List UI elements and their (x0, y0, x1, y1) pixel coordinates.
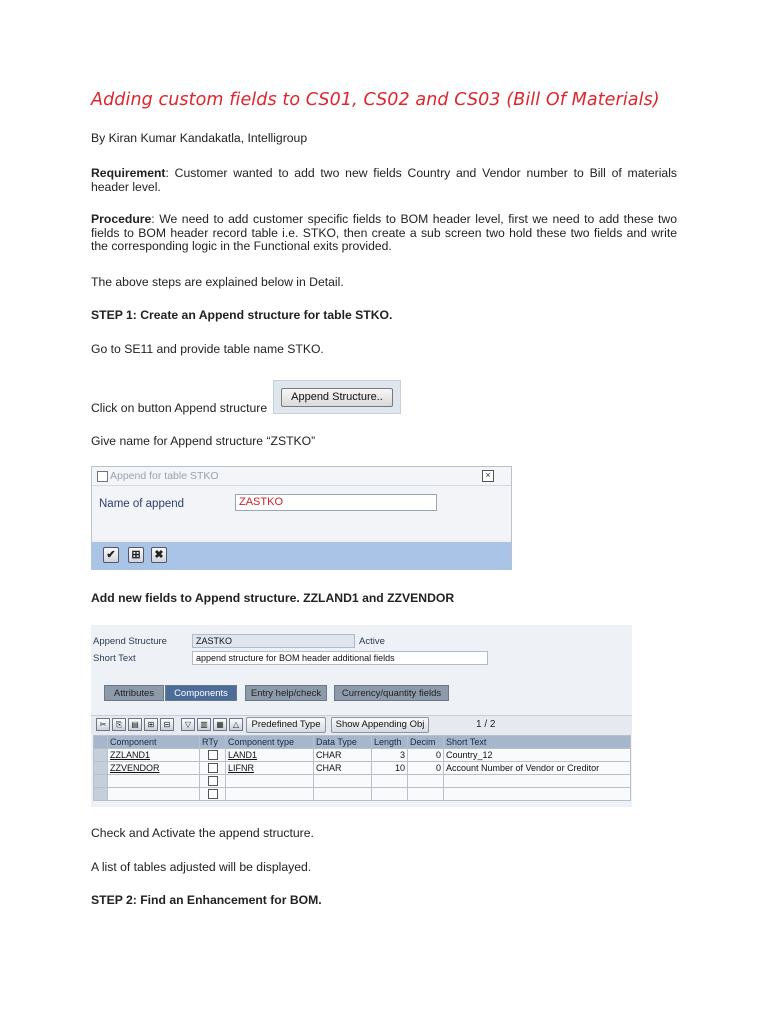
decim-cell[interactable]: 0 (408, 762, 444, 775)
table-row[interactable] (94, 788, 631, 801)
append-structure-row (91, 634, 632, 650)
decim-cell[interactable] (408, 788, 444, 801)
short-text-cell[interactable]: Account Number of Vendor or Creditor (444, 762, 631, 775)
tab-entry-help[interactable]: Entry help/check (245, 685, 327, 701)
short-text-field[interactable]: append structure for BOM header additional fields (192, 651, 488, 665)
component-cell[interactable] (108, 788, 200, 801)
row-selector[interactable] (94, 762, 108, 775)
dialog-toolbar (92, 542, 511, 570)
component-cell[interactable]: ZZVENDOR (108, 762, 200, 775)
component-type-cell[interactable] (226, 775, 314, 788)
checkbox[interactable] (208, 750, 218, 760)
select-all-header[interactable] (94, 736, 108, 749)
checkbox[interactable] (208, 789, 218, 799)
copy-icon[interactable]: ⎘ (112, 718, 126, 731)
append-structure-field[interactable]: ZASTKO (192, 634, 355, 648)
row-selector[interactable] (94, 775, 108, 788)
tab-currency-quantity[interactable]: Currency/quantity fields (334, 685, 449, 701)
decim-cell[interactable]: 0 (408, 749, 444, 762)
paste-icon[interactable]: ▤ (128, 718, 142, 731)
col-rty[interactable]: RTy (200, 736, 226, 749)
delete-row-icon[interactable]: ⊟ (160, 718, 174, 731)
data-type-cell[interactable] (314, 788, 372, 801)
goto-se11-line: Go to SE11 and provide table name STKO. (91, 342, 324, 356)
short-text-cell[interactable]: Country_12 (444, 749, 631, 762)
close-icon[interactable]: × (482, 470, 494, 482)
table-row[interactable] (94, 762, 631, 775)
component-cell[interactable] (108, 775, 200, 788)
requirement-paragraph (91, 167, 677, 194)
dialog-title: Append for table STKO (110, 470, 219, 482)
short-text-cell[interactable] (444, 775, 631, 788)
procedure-text: : We need to add customer specific fields to BOM header level, first we need to add these two fields to BOM header record table i.e. STKO, then create a sub screen two hold these two fields and write the corresponding logic in the Functional exits provided. (91, 212, 677, 253)
explained-line: The above steps are explained below in Detail. (91, 275, 344, 289)
length-cell[interactable] (372, 788, 408, 801)
component-type-cell[interactable]: LIFNR (226, 762, 314, 775)
page-indicator: 1 / 2 (476, 719, 496, 730)
col-component-type[interactable]: Component type (226, 736, 314, 749)
component-type-cell[interactable]: LAND1 (226, 749, 314, 762)
dialog-body (92, 486, 511, 539)
table-header-row (94, 736, 631, 749)
col-data-type[interactable]: Data Type (314, 736, 372, 749)
table-row[interactable] (94, 775, 631, 788)
details-icon[interactable]: ▥ (197, 718, 211, 731)
components-toolbar (91, 715, 632, 735)
short-text-label: Short Text (93, 653, 136, 664)
component-type-cell[interactable] (226, 788, 314, 801)
cancel-icon[interactable]: ✖ (151, 547, 167, 563)
editor-tabs (91, 685, 632, 702)
check-activate-line: Check and Activate the append structure. (91, 826, 314, 840)
length-cell[interactable]: 3 (372, 749, 408, 762)
data-type-cell[interactable]: CHAR (314, 762, 372, 775)
step1-heading: STEP 1: Create an Append structure for table STKO. (91, 308, 393, 322)
decim-cell[interactable] (408, 775, 444, 788)
rty-cell[interactable] (200, 775, 226, 788)
checkbox[interactable] (208, 776, 218, 786)
dialog-window-icon (97, 471, 108, 482)
rty-cell[interactable] (200, 762, 226, 775)
procedure-paragraph (91, 213, 677, 254)
append-structure-label: Append Structure (93, 636, 167, 647)
insert-row-icon[interactable]: ⊞ (144, 718, 158, 731)
give-name-line: Give name for Append structure “ZSTKO” (91, 434, 316, 448)
requirement-label: Requirement (91, 166, 166, 180)
procedure-label: Procedure (91, 212, 152, 226)
cut-icon[interactable]: ✂ (96, 718, 110, 731)
predefined-type-button[interactable]: Predefined Type (246, 717, 326, 733)
step2-heading: STEP 2: Find an Enhancement for BOM. (91, 893, 322, 907)
append-name-input[interactable]: ZASTKO (235, 494, 437, 511)
append-structure-button-frame (273, 380, 401, 414)
rty-cell[interactable] (200, 749, 226, 762)
length-cell[interactable] (372, 775, 408, 788)
tab-attributes[interactable]: Attributes (104, 685, 164, 701)
col-component[interactable]: Component (108, 736, 200, 749)
short-text-row (91, 651, 632, 667)
data-type-cell[interactable]: CHAR (314, 749, 372, 762)
col-decim[interactable]: Decim (408, 736, 444, 749)
table-row[interactable] (94, 749, 631, 762)
document-title: Adding custom fields to CS01, CS02 and CS03 (Bill Of Materials) (91, 90, 660, 110)
append-dialog (91, 466, 512, 570)
rty-cell[interactable] (200, 788, 226, 801)
requirement-text: : Customer wanted to add two new fields Country and Vendor number to Bill of materials header level. (91, 166, 677, 194)
status-text: Active (359, 636, 385, 647)
move-icon[interactable]: △ (229, 718, 243, 731)
select-icon[interactable]: ▦ (213, 718, 227, 731)
add-fields-heading: Add new fields to Append structure. ZZLAND1 and ZZVENDOR (91, 591, 455, 605)
append-name-label: Name of append (99, 498, 185, 510)
new-icon[interactable]: ⊞ (128, 547, 144, 563)
click-button-line: Click on button Append structure (91, 401, 268, 415)
length-cell[interactable]: 10 (372, 762, 408, 775)
list-tables-line: A list of tables adjusted will be displayed. (91, 860, 312, 874)
author-line: By Kiran Kumar Kandakatla, Intelligroup (91, 131, 308, 145)
tab-components[interactable]: Components (165, 685, 237, 701)
filter-icon[interactable]: ▽ (181, 718, 195, 731)
checkbox[interactable] (208, 763, 218, 773)
dialog-title-bar (92, 467, 511, 486)
row-selector[interactable] (94, 788, 108, 801)
row-selector[interactable] (94, 749, 108, 762)
component-cell[interactable]: ZZLAND1 (108, 749, 200, 762)
append-structure-button[interactable]: Append Structure.. (281, 388, 393, 407)
show-appending-obj-button[interactable]: Show Appending Obj (331, 717, 429, 733)
data-type-cell[interactable] (314, 775, 372, 788)
components-table (93, 735, 631, 801)
structure-editor (91, 625, 632, 807)
short-text-cell[interactable] (444, 788, 631, 801)
col-short-text[interactable]: Short Text (444, 736, 631, 749)
col-length[interactable]: Length (372, 736, 408, 749)
check-icon[interactable]: ✔ (103, 547, 119, 563)
